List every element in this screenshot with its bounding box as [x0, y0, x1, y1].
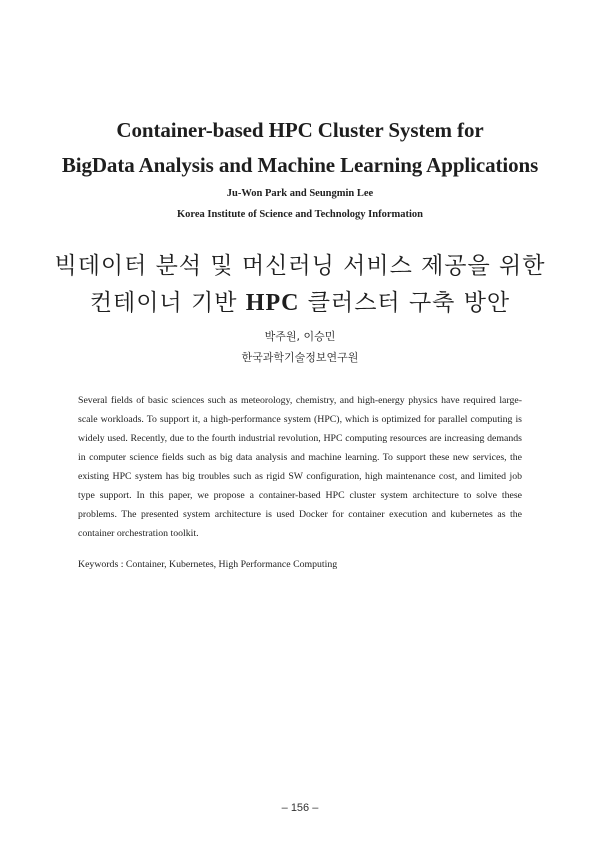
- english-title-line-2: BigData Analysis and Machine Learning Applications: [61, 153, 539, 177]
- korean-authors: 박주원, 이승민: [264, 330, 336, 343]
- english-title-line-1: Container-based HPC Cluster System for: [116, 118, 484, 142]
- korean-title-line-1: 빅데이터 분석 및 머신러닝 서비스 제공을 위한: [54, 253, 546, 279]
- korean-title-line-2-part-1: 컨테이너 기반: [89, 290, 246, 316]
- korean-affiliation: 한국과학기술정보연구원: [241, 351, 359, 364]
- korean-title-hpc: HPC: [245, 290, 300, 316]
- abstract-paragraph: Several fields of basic sciences such as meteorology, chemistry, and high-energy physics have required large-scale workloads. To support it, a high-performance system (HPC), which is optimized for parallel computing is widely used. Recently, due to the fourth industrial revolution, HPC computing resources are increasing demands in computer science fields such as big data analysis and machine learning. To support these new services, the existing HPC system has big troubles such as rigid SW configuration, high maintenance cost, and limited job type support. In this paper, we propose a container-based HPC cluster system architecture to solve these problems. The presented system architecture is used Docker for container execution and kubernetes as the container orchestration toolkit.: [78, 395, 522, 539]
- korean-title-line-2-part-2: 클러스터 구축 방안: [299, 290, 511, 316]
- page-number: – 156 –: [281, 802, 319, 814]
- keywords-line: Keywords : Container, Kubernetes, High Performance Computing: [78, 559, 338, 570]
- english-authors: Ju-Won Park and Seungmin Lee: [226, 188, 374, 199]
- english-affiliation: Korea Institute of Science and Technology Information: [177, 209, 423, 220]
- korean-title-line-2: [0, 284, 600, 317]
